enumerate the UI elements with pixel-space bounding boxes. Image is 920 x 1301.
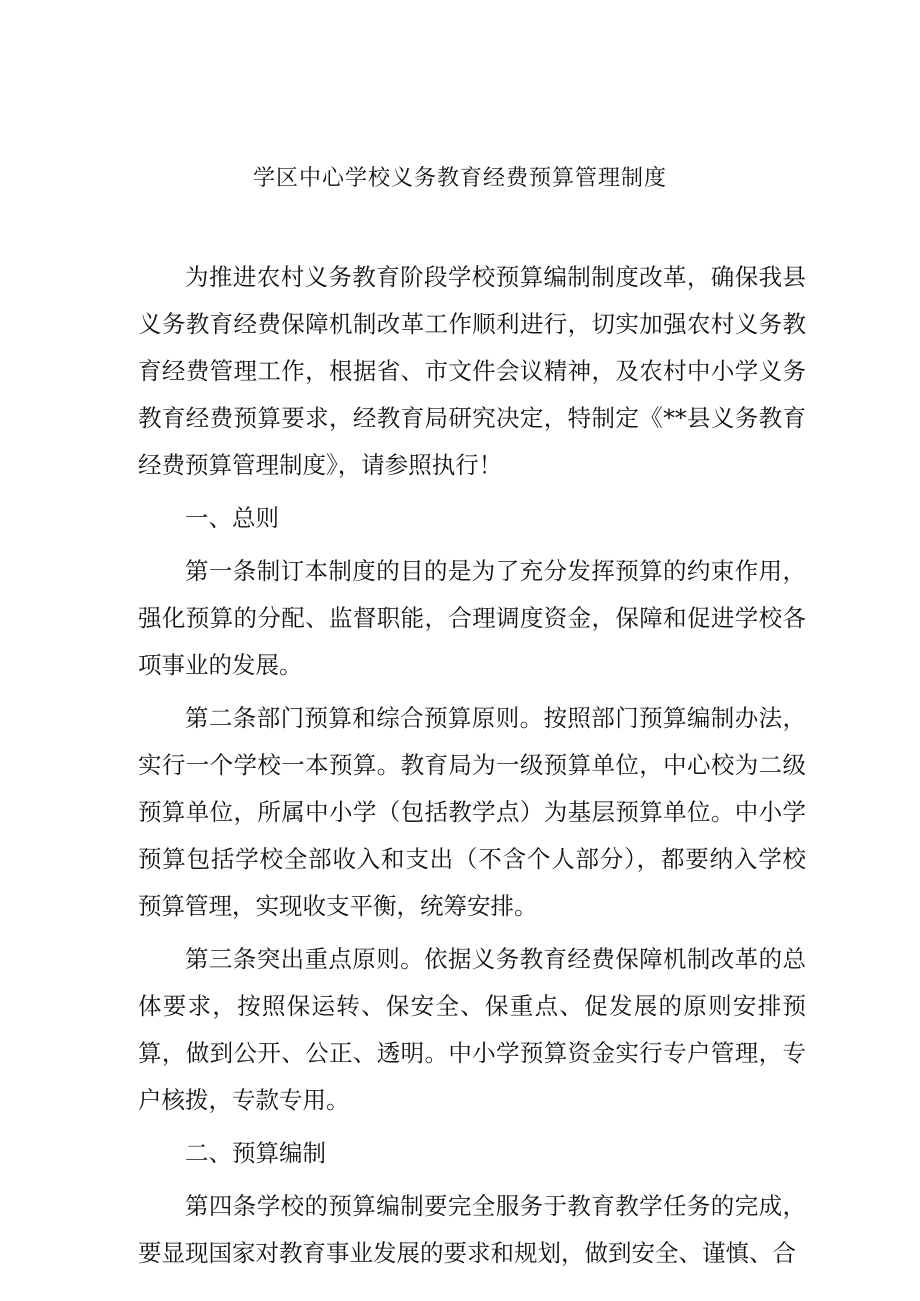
document-body: [138, 254, 806, 1277]
section-heading-budget-preparation: 二、预算编制: [185, 1139, 326, 1167]
section-heading-general: 一、总则: [185, 504, 279, 532]
article-2-paragraph: 第二条部门预算和综合预算原则。按照部门预算编制办法，实行一个学校一本预算。教育局为一级预算单位，中心校为二级预算单位，所属中小学（包括教学点）为基层预算单位。中小学预算包括学校全部收入和支出（不含个人部分），都要纳入学校预算管理，实现收支平衡，统筹安排。: [138, 704, 806, 920]
document-title: 学区中心学校义务教育经费预算管理制度: [252, 166, 667, 191]
intro-paragraph: 为推进农村义务教育阶段学校预算编制制度改革，确保我县义务教育经费保障机制改革工作顺利进行，切实加强农村义务教育经费管理工作，根据省、市文件会议精神，及农村中小学义务教育经费预算要求，经教育局研究决定，特制定《**县义务教育经费预算管理制度》，请参照执行！: [138, 263, 806, 479]
article-1-paragraph: 第一条制订本制度的目的是为了充分发挥预算的约束作用，强化预算的分配、监督职能，合理调度资金，保障和促进学校各项事业的发展。: [138, 557, 806, 679]
article-3-paragraph: 第三条突出重点原则。依据义务教育经费保障机制改革的总体要求，按照保运转、保安全、保重点、促发展的原则安排预算，做到公开、公正、透明。中小学预算资金实行专户管理，专户核拨，专款专用。: [138, 945, 806, 1114]
article-4-paragraph: 第四条学校的预算编制要完全服务于教育教学任务的完成，要显现国家对教育事业发展的要求和规划，做到安全、谨慎、合: [138, 1192, 806, 1267]
